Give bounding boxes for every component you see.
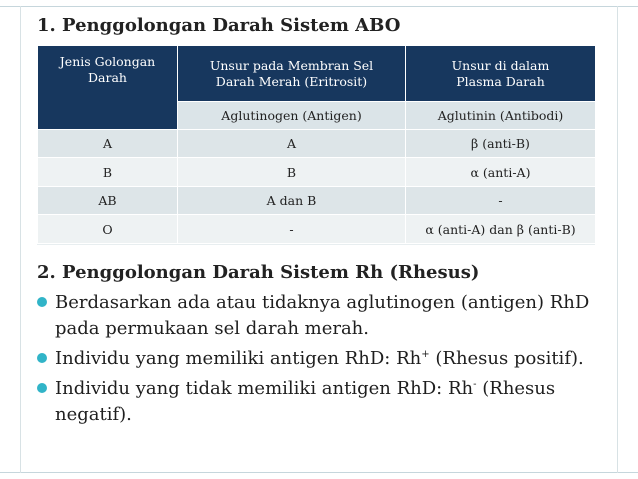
table-header-row xyxy=(38,46,596,102)
list-item xyxy=(37,376,597,428)
abo-table xyxy=(37,45,596,244)
rh-negative-superscript: - xyxy=(473,379,477,390)
table-row xyxy=(38,158,596,187)
cell-aglutinin: α (anti-A) xyxy=(406,158,596,187)
header-unsur-plasma-label: Unsur di dalam Plasma Darah xyxy=(451,57,550,89)
cell-aglutinogen: B xyxy=(178,158,406,187)
bullet-text-before: Individu yang memiliki antigen RhD: Rh xyxy=(55,348,422,369)
cell-aglutinin: α (anti-A) dan β (anti-B) xyxy=(406,215,596,244)
frame-right-line xyxy=(617,6,618,473)
cell-aglutinogen: - xyxy=(178,215,406,244)
bullet-text-before: Individu yang tidak memiliki antigen RhD: Rh xyxy=(55,378,474,399)
subheader-aglutinogen: Aglutinogen (Antigen) xyxy=(178,102,406,130)
bullet-dot-icon xyxy=(37,297,47,307)
cell-aglutinogen: A xyxy=(178,130,406,158)
cell-aglutinin: β (anti-B) xyxy=(406,130,596,158)
cell-aglutinogen: A dan B xyxy=(178,187,406,215)
table-row xyxy=(38,215,596,244)
header-unsur-membran xyxy=(178,46,406,102)
section-title-rhesus: 2. Penggolongan Darah Sistem Rh (Rhesus) xyxy=(37,262,480,283)
bullet-dot-icon xyxy=(37,383,47,393)
header-unsur-plasma xyxy=(406,46,596,102)
header-unsur-membran-label: Unsur pada Membran Sel Darah Merah (Eritrosit) xyxy=(209,57,374,89)
cell-golongan: B xyxy=(38,158,178,187)
cell-aglutinin: - xyxy=(406,187,596,215)
list-item xyxy=(37,290,597,342)
section-title-abo: 1. Penggolongan Darah Sistem ABO xyxy=(37,15,401,36)
rh-positive-superscript: + xyxy=(421,349,430,360)
header-jenis-golongan-label: Jenis Golongan Darah xyxy=(59,54,156,85)
table-row xyxy=(38,130,596,158)
cell-golongan: A xyxy=(38,130,178,158)
frame-top-line xyxy=(0,6,638,7)
header-jenis-golongan xyxy=(38,46,178,130)
frame-left-line xyxy=(20,6,21,473)
rhesus-bullet-list xyxy=(37,290,597,432)
bullet-text: Berdasarkan ada atau tidaknya aglutinogen (antigen) RhD pada permukaan sel darah merah. xyxy=(55,292,590,339)
bullet-dot-icon xyxy=(37,353,47,363)
table-row xyxy=(38,187,596,215)
cell-golongan: O xyxy=(38,215,178,244)
list-item xyxy=(37,346,597,372)
bullet-text-after: (Rhesus negatif). xyxy=(55,378,556,425)
abo-table-container xyxy=(37,45,595,245)
frame-bottom-line xyxy=(0,472,638,473)
cell-golongan: AB xyxy=(38,187,178,215)
bullet-text-after: (Rhesus positif). xyxy=(429,348,584,369)
subheader-aglutinin: Aglutinin (Antibodi) xyxy=(406,102,596,130)
